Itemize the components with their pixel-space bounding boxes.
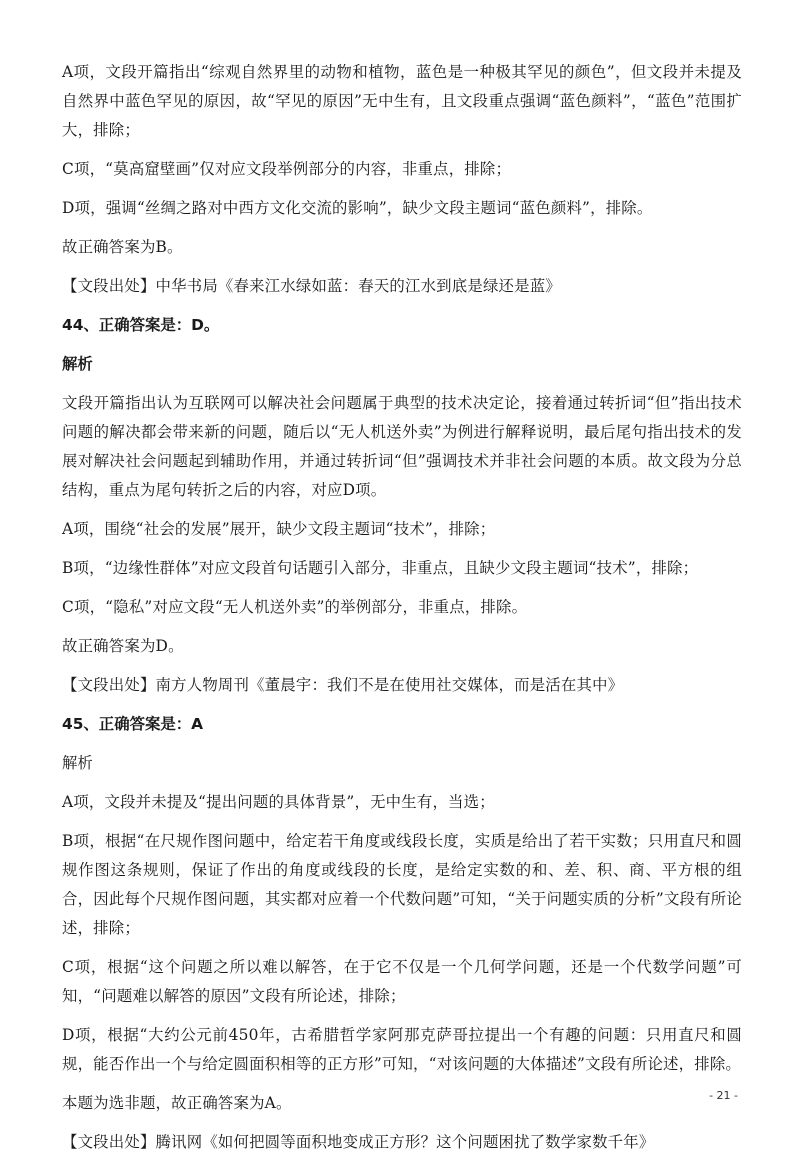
q45-source: 【文段出处】腾讯网《如何把圆等面积地变成正方形？这个问题困扰了数学家数千年》 (62, 1133, 655, 1151)
q44-analysis: 文段开篇指出认为互联网可以解决社会问题属于典型的技术决定论，接着通过转折词“但”指出技术问题的解决都会带来新的问题，随后以“无人机送外卖”为例进行解释说明，最后尾句指出技术的发展对解决社会问题起到辅助作用，并通过转折词“但”强调技术并非社会问题的本质。故文段为分总结构，重点为尾句转折之后的内容，对应D项。 (62, 394, 742, 499)
q44-analysis-label: 解析 (62, 355, 93, 373)
document-body (62, 58, 742, 1167)
q44-answer-heading: 44、正确答案是：D。 (62, 316, 220, 334)
q45-conclusion: 本题为选非题，故正确答案为A。 (62, 1094, 292, 1112)
page-number: - 21 - (709, 1089, 738, 1102)
q44-option-a: A项，围绕“社会的发展”展开，缺少文段主题词“技术”，排除； (62, 520, 496, 538)
q45-option-c: C项，根据“这个问题之所以难以解答，在于它不仅是一个几何学问题，还是一个代数学问题”可知，“问题难以解答的原因”文段有所论述，排除； (62, 958, 742, 1005)
q44-option-c: C项，“隐私”对应文段“无人机送外卖”的举例部分，非重点，排除。 (62, 598, 528, 616)
q43-option-a: A项，文段开篇指出“综观自然界里的动物和植物，蓝色是一种极其罕见的颜色”，但文段并未提及自然界中蓝色罕见的原因，故“罕见的原因”无中生有，且文段重点强调“蓝色颜料”，“蓝色”范围扩大，排除； (62, 63, 742, 139)
q43-option-d: D项，强调“丝绸之路对中西方文化交流的影响”，缺少文段主题词“蓝色颜料”，排除。 (62, 199, 653, 217)
q45-option-b: B项，根据“在尺规作图问题中，给定若干角度或线段长度，实质是给出了若干实数；只用直尺和圆规作图这条规则，保证了作出的角度或线段的长度，是给定实数的和、差、积、商、平方根的组合，因此每个尺规作图问题，其实都对应着一个代数问题”可知，“关于问题实质的分析”文段有所论述，排除； (62, 832, 742, 937)
q43-option-c: C项，“莫高窟壁画”仅对应文段举例部分的内容，非重点，排除； (62, 160, 512, 178)
q45-answer-heading: 45、正确答案是：A (62, 715, 204, 733)
q43-conclusion: 故正确答案为B。 (62, 238, 183, 256)
q44-conclusion: 故正确答案为D。 (62, 637, 184, 655)
q45-option-a: A项，文段并未提及“提出问题的具体背景”，无中生有，当选； (62, 793, 495, 811)
q44-option-b: B项，“边缘性群体”对应文段首句话题引入部分，非重点，且缺少文段主题词“技术”，排除； (62, 559, 699, 577)
q43-source: 【文段出处】中华书局《春来江水绿如蓝：春天的江水到底是绿还是蓝》 (62, 277, 561, 295)
q45-analysis-label: 解析 (62, 754, 93, 772)
q44-source: 【文段出处】南方人物周刊《董晨宇：我们不是在使用社交媒体，而是活在其中》 (62, 676, 624, 694)
q45-option-d: D项，根据“大约公元前450年，古希腊哲学家阿那克萨哥拉提出一个有趣的问题：只用直尺和圆规，能否作出一个与给定圆面积相等的正方形”可知，“对该问题的大体描述”文段有所论述，排除。 (62, 1026, 742, 1073)
